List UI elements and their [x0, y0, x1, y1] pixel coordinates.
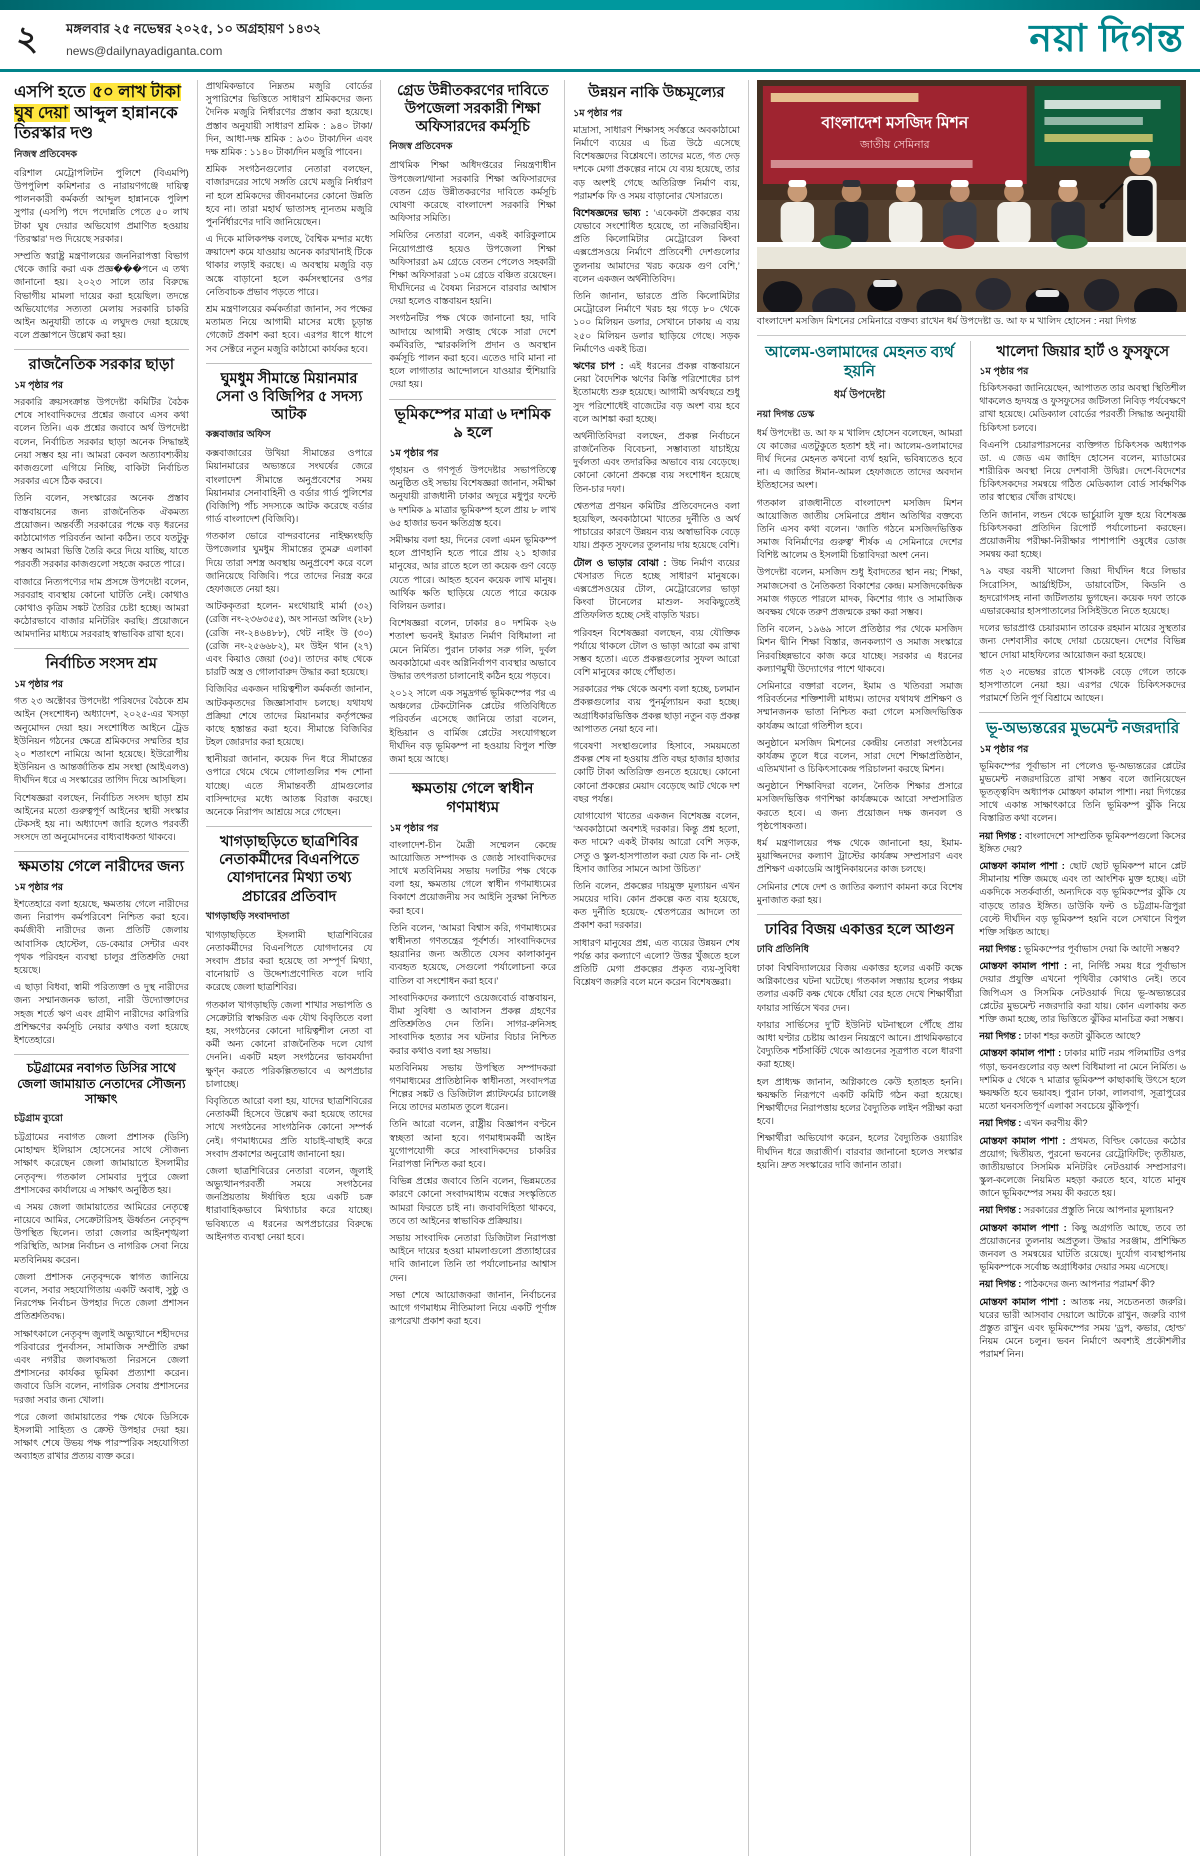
speaker-label: নয়া দিগন্ত :	[979, 944, 1024, 955]
paragraph: উপদেষ্টা বলেন, মসজিদ শুধু ইবাদতের স্থান নয়; শিক্ষা, সমাজসেবা ও নৈতিকতা বিকাশের কেন্দ্র। মসজিদকেন্দ্রিক সমাজ গড়তে পারলে মাদক, কিশোর গ্যাং ও সামাজিক অবক্ষয় থেকে তরুণ প্রজন্মকে রক্ষা করা সম্ভব।	[756, 567, 963, 617]
paragraph: নয়া দিগন্ত : এখন করণীয় কী?	[979, 1118, 1088, 1129]
article-separator	[14, 1054, 189, 1055]
headline	[14, 82, 189, 144]
seminar-photo	[757, 80, 1186, 312]
paragraph: ঢাকা বিশ্ববিদ্যালয়ের বিজয় একাত্তর হলের একটি কক্ষে অগ্নিকাণ্ডের ঘটনা ঘটেছে। গতকাল সন্ধ্যায় হলের পঞ্চম তলার একটি কক্ষ থেকে ধোঁয়া বের হতে দেখে শিক্ষার্থীরা ফায়ার সার্ভিসে খবর দেন।	[756, 963, 963, 1013]
paragraph: সম্প্রতি স্বরাষ্ট্র মন্ত্রণালয়ের জননিরাপত্তা বিভাগ থেকে জারি করা এক প্রজ্ঞ���পনে এ তথ্য জানানো হয়। ২০২৩ সালে তার বিরুদ্ধে বিভাগীয় মামলা দায়ের করা হয়েছিল। তদন্তে অভিযোগের সত্যতা মেলায় সরকারি চাকরি আইন অনুযায়ী তাকে এ লঘুদণ্ড দেয়া হয়েছে বলে প্রজ্ঞাপনে উল্লেখ করা হয়।	[14, 251, 189, 341]
paragraph: বিভিন্ন প্রশ্নের জবাবে তিনি বলেন, ভিন্নমতের কারণে কোনো সংবাদমাধ্যম বন্ধের সংস্কৃতিতে আমরা ফিরতে চাই না। জবাবদিহিতা থাকবে, তবে তা আইনের স্বাভাবিক প্রক্রিয়ায়।	[389, 1176, 557, 1226]
article-ctg-dc-meeting	[14, 1061, 189, 1463]
article-separator	[757, 914, 963, 915]
headline-text: ভূ-অভ্যন্তরের মুভমেন্ট নজরদারি	[986, 720, 1180, 738]
right-column-a	[757, 341, 972, 1856]
headline	[14, 655, 189, 674]
paragraph: গবেষণা সংস্থাগুলোর হিসাবে, সময়মতো প্রকল্প শেষ না হওয়ায় প্রতি বছর হাজার হাজার কোটি টাকা অতিরিক্ত গুনতে হয়েছে। কোনো কোনো প্রকল্পের মেয়াদ বেড়েছে আট থেকে দশ বছর পর্যন্ত।	[573, 741, 740, 804]
paragraph: মোস্তফা কামাল পাশা : আতঙ্ক নয়, সচেতনতা জরুরি। ঘরের ভারী আসবাব দেয়ালে আটকে রাখুন, জরুরি ব্যাগ প্রস্তুত রাখুন এবং ভূমিকম্পের সময় ‘ড্রপ, কভার, হোল্ড’ নিয়ম মেনে চলুন। ভবন নির্মাণে অবশ্যই প্রকৌশলীর পরামর্শ নিন।	[979, 1296, 1186, 1360]
paragraph: এ সময় জেলা জামায়াতের আমিরের নেতৃত্বে নায়েবে আমির, সেক্রেটারিসহ ঊর্ধ্বতন নেতৃবৃন্দ উপস্থিত ছিলেন। তারা জেলার আইনশৃঙ্খলা পরিস্থিতি, আসন্ন নির্বাচন ও নাগরিক সেবা নিয়ে মতবিনিময় করেন।	[14, 1201, 189, 1265]
paragraph: ভূমিকম্পের পূর্বাভাস না পেলেও ভূ-অভ্যন্তরের প্লেটের মুভমেন্ট নজরদারিতে রাখা সম্ভব বলে জানিয়েছেন ভূতত্ত্ববিদ অধ্যাপক মোস্তফা কামাল পাশা। নয়া দিগন্তের সাথে একান্ত সাক্ষাৎকারে তিনি ভূমিকম্প ঝুঁকি নিয়ে বিস্তারিত কথা বলেন।	[979, 760, 1186, 824]
headline	[573, 84, 740, 103]
headline	[14, 1061, 189, 1108]
article-sp-bribe	[14, 82, 189, 342]
paragraph: মোস্তফা কামাল পাশা : প্রথমত, বিল্ডিং কোডের কঠোর প্রয়োগ; দ্বিতীয়ত, পুরনো ভবনের রেট্রোফিটিং; তৃতীয়ত, জাতীয়ভাবে সিসমিক মনিটরিং নেটওয়ার্ক সম্প্রসারণ। স্কুল-কলেজে নিয়মিত মহড়া করতে হবে, যাতে মানুষ জানে ভূমিকম্পের সময় কী করতে হয়।	[979, 1135, 1186, 1199]
headline	[206, 833, 373, 906]
headline	[979, 343, 1186, 361]
paragraph: সভায় সাংবাদিক নেতারা ডিজিটাল নিরাপত্তা আইনে দায়ের হওয়া মামলাগুলো প্রত্যাহারের দাবি জানালে তিনি তা পর্যালোচনার আশ্বাস দেন।	[389, 1232, 557, 1283]
paragraph: ধর্ম মন্ত্রণালয়ের পক্ষ থেকে জানানো হয়, ইমাম-মুয়াজ্জিনদের কল্যাণ ট্রাস্টের কার্যক্রম সম্প্রসারণ এবং প্রশিক্ষণ একাডেমি আধুনিকায়নের কাজ চলছে।	[756, 838, 963, 875]
paragraph: মাদ্রাসা, সাধারণ শিক্ষাসহ সর্বস্তরে অবকাঠামো নির্মাণে ব্যয়ের এ চিত্র উঠে এসেছে বিশেষজ্ঞদের বিশ্লেষণে। তাদের মতে, গত দেড় দশকে মেগা প্রকল্পের নামে যে ব্যয় হয়েছে, তার বড় অংশই গেছে অতিরিক্ত নির্মাণ ব্যয়, পরামর্শক ফি ও সময় বাড়ানোর খেসারতে।	[573, 124, 740, 201]
paragraph: তিনি বলেন, সংস্কারের অনেক প্রস্তাব বাস্তবায়নের জন্য রাজনৈতিক ঐকমত্য প্রয়োজন। অন্তর্বর্তী সরকারের পক্ষে বড় ধরনের কাঠামোগত পরিবর্তন আনা কঠিন। তবে যতটুকু সম্ভব আমরা ভিত্তি তৈরি করে দিয়ে যাচ্ছি, যাতে পরবর্তী সরকার কাজগুলো সহজে করতে পারে।	[14, 493, 189, 570]
photo-block	[757, 80, 1186, 335]
column-3	[381, 80, 565, 1856]
headline-text: ৫০ লাখ টাকা ঘুষ দেয়া	[14, 83, 181, 122]
paragraph: সাধারণ মানুষের প্রশ্ন, এত ব্যয়ের উন্নয়ন শেষ পর্যন্ত কার কল্যাণে এলো? উত্তর খুঁজতে হলে প্রতিটি মেগা প্রকল্পের প্রকৃত ব্যয়-সুবিধা বিশ্লেষণ জরুরি বলে মনে করেন বিশেষজ্ঞরা।	[573, 937, 740, 988]
headline	[14, 356, 189, 375]
article-earthquake-magnitude	[389, 406, 556, 767]
speaker-label: মোস্তফা কামাল পাশা :	[979, 1048, 1065, 1059]
headline-text: ক্ষমতায় গেলে নারীদের জন্য	[18, 858, 184, 876]
paragraph: সরকারের পক্ষ থেকে অবশ্য বলা হচ্ছে, চলমান প্রকল্পগুলোর ব্যয় পুনর্মূল্যায়ন করা হচ্ছে। অগ্রাধিকারভিত্তিক প্রকল্প ছাড়া নতুন বড় প্রকল্প আপাতত নেয়া হবে না।	[573, 684, 740, 734]
article-alem-olama	[757, 343, 963, 907]
headline-text: আব্দুল হান্নানকে তিরস্কার দণ্ড	[14, 103, 178, 143]
article-wage-continuation	[206, 80, 373, 356]
byline: নিজস্ব প্রতিবেদক	[14, 148, 77, 160]
photo-banner-title: বাংলাদেশ মসজিদ মিশন	[821, 114, 969, 133]
paragraph: গতকাল ভোরে বান্দরবানের নাইক্ষ্যংছড়ি উপজেলার ঘুমধুম সীমান্তের তুমব্রু এলাকা দিয়ে তারা সশস্ত্র অবস্থায় অনুপ্রবেশ করে বলে জানিয়েছে বিজিবি। পরে তাদের নিরস্ত্র করে হেফাজতে নেয়া হয়।	[205, 531, 373, 594]
paragraph: সংগঠনটির পক্ষ থেকে জানানো হয়, দাবি আদায়ে আগামী সপ্তাহ থেকে সারা দেশে কর্মবিরতি, স্মারকলিপি প্রদান ও অবস্থান কর্মসূচি পালন করা হবে। এতেও দাবি মানা না হলে লাগাতার আন্দোলনে যাওয়ার হুঁশিয়ারি দেয়া হয়।	[389, 313, 557, 390]
speaker-label: মোস্তফা কামাল পাশা :	[979, 860, 1070, 871]
paragraph: ধর্ম উপদেষ্টা ড. আ ফ ম খালিদ হোসেন বলেছেন, আমরা যে কাজের এতটুকুতে হতাশ হই না। আলেম-ওলামাদের দীর্ঘ দিনের মেহনত কখনো ব্যর্থ হয়নি, ভবিষ্যতেও হবে না। এ জাতির ঈমান-আমল হেফাজতে তাদের অবদান ইতিহাসের অংশ।	[756, 427, 963, 491]
continued-from-marker: ১ম পৃষ্ঠার পর	[14, 679, 64, 691]
article-separator	[14, 349, 189, 350]
paragraph: পরিবহন বিশেষজ্ঞরা বলছেন, ব্যয় যৌক্তিক পর্যায়ে থাকলে টোল ও ভাড়া আরো কম রাখা সম্ভব হতো। এতে প্রকল্পগুলোর সুফল আরো বেশি মানুষের কাছে পৌঁছাত।	[573, 627, 740, 678]
headline	[389, 780, 556, 818]
byline: কক্সবাজার অফিস	[205, 429, 271, 441]
paragraph: গতকাল খাগড়াছড়ি জেলা শাখার সভাপতি ও সেক্রেটারি স্বাক্ষরিত এক যৌথ বিবৃতিতে বলা হয়, সংগঠনের কোনো দায়িত্বশীল নেতা বা কর্মী অন্য কোনো রাজনৈতিক দলে যোগ দেননি। একটি মহল সংগঠনের ভাবমর্যাদা ক্ষুণ্ন করতে পরিকল্পিতভাবে এ অপপ্রচার চালাচ্ছে।	[205, 999, 373, 1089]
paragraph: সমীক্ষায় বলা হয়, দিনের বেলা এমন ভূমিকম্প হলে প্রাণহানি হতে পারে প্রায় ২১ হাজার মানুষের, আর রাতে হলে তা কয়েক গুণ বেড়ে যেতে পারে। আহত হবেন কয়েক লাখ মানুষ। আর্থিক ক্ষতি ছাড়িয়ে যেতে পারে কয়েক বিলিয়ন ডলার।	[389, 535, 557, 611]
paragraph: বিশেষজ্ঞদের ভাষ্য : ‘একেকটা প্রকল্পের ব্যয় যেভাবে সংশোধিত হয়েছে, তা নজিরবিহীন। প্রতি কিলোমিটার মেট্রোরেল কিংবা এক্সপ্রেসওয়ে নির্মাণে প্রতিবেশী দেশগুলোর তুলনায় আমাদের খরচ কয়েক গুণ বেশি,’ বলেন একজন অর্থনীতিবিদ।	[573, 207, 740, 284]
column-4	[565, 80, 749, 1856]
headline-subtitle: ধর্ম উপদেষ্টা	[833, 388, 886, 401]
speaker-label: ঋণের চাপ :	[573, 360, 630, 371]
article-political-govt	[14, 356, 189, 641]
paragraph: হল প্রাধ্যক্ষ জানান, অগ্নিকাণ্ডে কেউ হতাহত হননি। ক্ষয়ক্ষতি নিরূপণে একটি কমিটি গঠন করা হয়েছে। শিক্ষার্থীদের নিরাপত্তায় হলের বৈদ্যুতিক লাইন পরীক্ষা করা হবে।	[756, 1076, 963, 1127]
article-ground-movement-interview	[979, 719, 1186, 1361]
paragraph: অর্থনীতিবিদরা বলছেন, প্রকল্প নির্বাচনে রাজনৈতিক বিবেচনা, সম্ভাব্যতা যাচাইয়ে দুর্বলতা এবং তদারকির অভাবে ব্যয় বেড়েছে। কোনো কোনো প্রকল্পে ব্যয় সংশোধন হয়েছে তিন-চার দফা।	[573, 430, 740, 494]
paragraph: মতবিনিময় সভায় উপস্থিত সম্পাদকরা গণমাধ্যমের প্রাতিষ্ঠানিক স্বাধীনতা, সংবাদপত্র শিল্পের সঙ্কট ও ডিজিটাল প্ল্যাটফর্মের চ্যালেঞ্জ নিয়ে তাদের মতামত তুলে ধরেন।	[389, 1062, 557, 1113]
headline-text: উন্নয়ন নাকি উচ্চমূল্যের	[588, 84, 725, 101]
paragraph: গৃহায়ন ও গণপূর্ত উপদেষ্টার সভাপতিত্বে অনুষ্ঠিত ওই সভায় বিশেষজ্ঞরা জানান, সমীক্ষা অনুযায়ী রাজধানী ঢাকার অদূরে মধুপুর ফল্টে ৬ দশমিক ৯ মাত্রার ভূমিকম্প হলে প্রায় ৮ লাখ ৬৫ হাজার ভবন ক্ষতিগ্রস্ত হবে।	[389, 465, 557, 528]
byline: নিজস্ব প্রতিবেদক	[389, 141, 453, 153]
paragraph: সাংবাদিকদের কল্যাণে ওয়েজবোর্ড বাস্তবায়ন, বীমা সুবিধা ও আবাসন প্রকল্প গ্রহণের প্রতিশ্রুতিও দেন তিনি। সাগর-রুনিসহ সাংবাদিক হত্যার সব ঘটনার বিচার নিশ্চিত করার কথাও বলা হয় সভায়।	[389, 992, 557, 1056]
article-separator	[14, 648, 189, 649]
paragraph: ঋণের চাপ : এই ধরনের প্রকল্প বাস্তবায়নে নেয়া বৈদেশিক ঋণের কিস্তি পরিশোধের চাপ ইতোমধ্যে শুরু হয়েছে। আগামী অর্থবছরে শুধু সুদ পরিশোধেই বাজেটের বড় অংশ ব্যয় হবে বলে আশঙ্কা করা হচ্ছে।	[573, 360, 740, 424]
speaker-label: মোস্তফা কামাল পাশা :	[979, 961, 1073, 972]
speaker-label: নয়া দিগন্ত :	[979, 1031, 1024, 1042]
headline-text: চট্টগ্রামের নবাগত ডিসির সাথে জেলা জামায়াত নেতাদের সৌজন্য সাক্ষাৎ	[17, 1061, 186, 1107]
paragraph: ফায়ার সার্ভিসের দু'টি ইউনিট ঘটনাস্থলে পৌঁছে প্রায় আধা ঘণ্টার চেষ্টায় আগুন নিয়ন্ত্রণে আনে। প্রাথমিকভাবে বৈদ্যুতিক শর্টসার্কিট থেকে আগুনের সূত্রপাত বলে ধারণা করা হচ্ছে।	[756, 1019, 963, 1070]
article-separator	[206, 363, 373, 364]
photo-caption: বাংলাদেশ মসজিদ মিশনের সেমিনারে বক্তব্য রাখেন ধর্ম উপদেষ্টা ড. আ ফ ম খালিদ হোসেন : নয়া দিগন্ত	[756, 316, 1137, 327]
paragraph: ইশতেহারে বলা হয়েছে, ক্ষমতায় গেলে নারীদের জন্য নিরাপদ কর্মপরিবেশ নিশ্চিত করা হবে। কর্মজীবী নারীদের জন্য প্রতিটি জেলায় আবাসিক হোস্টেল, ডে-কেয়ার সেন্টার এবং পৃথক পরিবহন ব্যবস্থা চালুর প্রতিশ্রুতি দেয়া হয়েছে।	[14, 899, 189, 975]
right-region	[749, 80, 1186, 1856]
headline	[757, 343, 963, 382]
paragraph: তিনি আরো বলেন, রাষ্ট্রীয় বিজ্ঞাপন বণ্টনে স্বচ্ছতা আনা হবে। গণমাধ্যমকর্মী আইন যুগোপযোগী করে সাংবাদিকদের চাকরির নিরাপত্তা নিশ্চিত করা হবে।	[389, 1119, 557, 1169]
article-du-hall-fire	[757, 921, 963, 1172]
headline	[206, 370, 373, 424]
byline: চট্টগ্রাম ব্যুরো	[14, 1112, 63, 1124]
speaker-label: নয়া দিগন্ত :	[979, 1279, 1024, 1290]
continued-from-marker: ১ম পৃষ্ঠার পর	[389, 448, 439, 460]
paragraph: তিনি বলেন, ১৯৬৯ সালে প্রতিষ্ঠার পর থেকে মসজিদ মিশন দ্বীনি শিক্ষা বিস্তার, জনকল্যাণ ও সমাজ সংস্কারে নিরবচ্ছিন্নভাবে কাজ করে যাচ্ছে। সরকার এ ধরনের কল্যাণমুখী উদ্যোগের পাশে থাকবে।	[756, 624, 963, 674]
article-separator	[206, 826, 373, 827]
page-body	[0, 72, 1200, 1868]
headline-text: রাজনৈতিক সরকার ছাড়া	[28, 356, 175, 374]
headline-text: ঘুমধুম সীমান্তে মিয়ানমার সেনা ও বিজিপির ৫ সদস্য আটক	[215, 370, 363, 423]
article-ghumdhum-detained	[206, 370, 373, 819]
paragraph: তিনি জানান, ভারতে প্রতি কিলোমিটার মেট্রোরেল নির্মাণে খরচ হয় গড়ে ৮০ থেকে ১০০ মিলিয়ন ডলার, সেখানে ঢাকায় এ ব্যয় ২৫০ মিলিয়ন ডলার ছাড়িয়ে গেছে। সড়ক নির্মাণেও একই চিত্র।	[573, 291, 740, 354]
paragraph: মোস্তফা কামাল পাশা : কিছু অগ্রগতি আছে, তবে তা প্রয়োজনের তুলনায় অপ্রতুল। উদ্ধার সরঞ্জাম, প্রশিক্ষিত জনবল ও সমন্বয়ের ঘাটতি রয়েছে। দুর্যোগ ব্যবস্থাপনায় ভূমিকম্পকে সর্বোচ্চ অগ্রাধিকার দেয়ার সময় এসেছে।	[979, 1222, 1186, 1273]
paragraph: চট্টগ্রামের নবাগত জেলা প্রশাসক (ডিসি) মোহাম্মদ ইলিয়াস হোসেনের সাথে সৌজন্য সাক্ষাৎ করেছেন জেলা জামায়াতে ইসলামীর নেতৃবৃন্দ। গতকাল সোমবার দুপুরে জেলা প্রশাসকের কার্যালয়ে এ সাক্ষাৎ অনুষ্ঠিত হয়।	[14, 1131, 189, 1195]
paragraph: বরিশাল মেট্রোপলিটন পুলিশে (বিএমপি) উপপুলিশ কমিশনার ও নারায়ণগঞ্জে দায়িত্ব পালনকারী কর্মকর্তা আব্দুল হান্নানকে পুলিশ সুপার (এসপি) পদে পদোন্নতি পেতে ৫০ লাখ টাকা ঘুষ দেয়ার অভিযোগ প্রমাণিত হওয়ায় ‘তিরস্কার’ দণ্ড দিয়েছে সরকার।	[14, 167, 189, 244]
paragraph: তিনি বলেন, প্রকল্পের দায়মুক্ত মূল্যায়ন এখন সময়ের দাবি। কোন প্রকল্পে কত ব্যয় হয়েছে, কত দুর্নীতি হয়েছে- শ্বেতপত্রের আদলে তা প্রকাশ করা দরকার।	[573, 880, 740, 931]
headline	[757, 921, 963, 939]
paragraph: এ ছাড়া বিধবা, স্বামী পরিত্যক্তা ও দুস্থ নারীদের জন্য সম্মানজনক ভাতা, নারী উদ্যোক্তাদের সহজ শর্তে ঋণ এবং গ্রামীণ নারীদের কারিগরি প্রশিক্ষণের কর্মসূচি নেয়ার কথাও বলা হয়েছে ইশতেহারে।	[14, 982, 189, 1045]
paragraph: খাগড়াছড়িতে ইসলামী ছাত্রশিবিরের নেতাকর্মীদের বিএনপিতে যোগদানের যে সংবাদ প্রচার করা হয়েছে তা সম্পূর্ণ মিথ্যা, বানোয়াট ও উদ্দেশ্যপ্রণোদিত বলে দাবি করেছে জেলা ছাত্রশিবির।	[205, 929, 373, 993]
paragraph: বিশেষজ্ঞরা বলেন, ঢাকার ৪০ দশমিক ২৬ শতাংশ ভবনই ইমারত নির্মাণ বিধিমালা না মেনে নির্মিত। পুরান ঢাকার সরু গলি, দুর্বল অবকাঠামো এবং অগ্নিনির্বাপণ ব্যবস্থার অভাবে উদ্ধার তৎপরতা চালানোই কঠিন হয়ে পড়বে।	[389, 618, 557, 681]
paragraph: তিনি বলেন, ‘আমরা বিশ্বাস করি, গণমাধ্যমের স্বাধীনতা গণতন্ত্রের পূর্বশর্ত। সাংবাদিকদের হয়রানির জন্য অতীতে যেসব কালাকানুন ব্যবহৃত হয়েছে, সেগুলো পর্যালোচনা করে বাতিল বা সংশোধন করা হবে।’	[389, 922, 557, 986]
article-separator	[389, 399, 556, 400]
headline	[389, 406, 556, 444]
headline-text: খালেদা জিয়ার হার্ট ও ফুসফুসে	[996, 343, 1170, 360]
article-khagrachari-protest	[206, 833, 373, 1244]
headline-text: খাগড়াছড়িতে ছাত্রশিবির নেতাকর্মীদের বিএনপিতে যোগদানের মিথ্যা তথ্য প্রচারের প্রতিবাদ	[219, 834, 360, 905]
paragraph: বাংলাদেশ-চীন মৈত্রী সম্মেলন কেন্দ্রে আয়োজিত সম্পাদক ও জ্যেষ্ঠ সাংবাদিকদের সাথে মতবিনিময় সভায় দলটির পক্ষ থেকে বলা হয়, ক্ষমতায় গেলে স্বাধীন গণমাধ্যমের বিকাশে প্রয়োজনীয় সব আইনি সুরক্ষা নিশ্চিত করা হবে।	[389, 839, 557, 916]
paragraph: সরকারি ক্রয়সংক্রান্ত উপদেষ্টা কমিটির বৈঠক শেষে সাংবাদিকদের প্রশ্নের জবাবে এসব কথা বলেন তিনি। এক প্রশ্নের জবাবে অর্থ উপদেষ্টা বলেন, নির্বাচিত সরকার ছাড়া অনেক সিদ্ধান্তই নেয়া সম্ভব হয় না। আমরা কেবল অত্যাবশ্যকীয় কাজগুলো এগিয়ে নিচ্ছি, বাকিটা নির্বাচিত সরকার এসে ঠিক করবে।	[14, 397, 189, 487]
paragraph: জেলা প্রশাসক নেতৃবৃন্দকে স্বাগত জানিয়ে বলেন, সবার সহযোগিতায় একটি অবাধ, সুষ্ঠু ও নিরপেক্ষ নির্বাচন উপহার দিতে জেলা প্রশাসন প্রতিশ্রুতিবদ্ধ।	[14, 1271, 189, 1322]
paragraph: এ দিকে মালিকপক্ষ বলছে, বৈশ্বিক মন্দার মধ্যে ক্রয়াদেশ কমে যাওয়ায় অনেক কারখানাই টিকে থাকার লড়াই করছে। এ অবস্থায় মজুরি বড় অঙ্কে বাড়ানো হলে কর্মসংস্থানের ওপর নেতিবাচক প্রভাব পড়তে পারে।	[205, 234, 373, 297]
date-block	[66, 20, 321, 58]
headline	[979, 719, 1186, 738]
right-subcolumns	[757, 335, 1186, 1856]
paragraph: সেমিনারে বক্তারা বলেন, ইমাম ও খতিবরা সমাজ পরিবর্তনের শক্তিশালী মাধ্যম। তাদের যথাযথ প্রশিক্ষণ ও সম্মানজনক ভাতা নিশ্চিত করা গেলে মসজিদভিত্তিক কার্যক্রম আরো গতিশীল হবে।	[756, 680, 963, 731]
paragraph: ২০১২ সালে এক সমুদ্রগর্ভ ভূমিকম্পের পর এ অঞ্চলের টেকটোনিক প্লেটের গতিবিধিতে পরিবর্তন এসেছে জানিয়ে তারা বলেন, ইন্ডিয়ান ও বার্মিজ প্লেটের সংযোগস্থলে দীর্ঘদিন বড় ভূমিকম্প না হওয়ায় বিপুল শক্তি জমা হয়ে আছে।	[389, 688, 557, 764]
paragraph: নয়া দিগন্ত : ঢাকা শহর কতটা ঝুঁকিতে আছে?	[979, 1031, 1141, 1042]
speaker-label: মোস্তফা কামাল পাশা :	[979, 1296, 1071, 1307]
speaker-label: বিশেষজ্ঞদের ভাষ্য :	[573, 207, 654, 218]
paragraph: নয়া দিগন্ত : সরকারের প্রস্তুতি নিয়ে আপনার মূল্যায়ন?	[979, 1205, 1174, 1216]
paragraph: বিবৃতিতে আরো বলা হয়, যাদের ছাত্রশিবিরের নেতাকর্মী হিসেবে উল্লেখ করা হয়েছে তাদের সাথে সংগঠনের সাংগঠনিক কোনো সম্পর্ক নেই। গণমাধ্যমের প্রতি যাচাই-বাছাই করে সংবাদ প্রকাশের অনুরোধ জানানো হয়।	[205, 1095, 373, 1159]
photo-banner-subtitle: জাতীয় সেমিনার	[859, 138, 930, 152]
paragraph: দলের ভারপ্রাপ্ত চেয়ারম্যান তারেক রহমান মায়ের সুস্থতার জন্য দেশবাসীর কাছে দোয়া চেয়েছেন। দেশের বিভিন্ন স্থানে দোয়া মাহফিলের আয়োজন করা হয়েছে।	[979, 623, 1186, 660]
headline	[389, 82, 556, 136]
paragraph: ৭৯ বছর বয়সী খালেদা জিয়া দীর্ঘদিন ধরে লিভার সিরোসিস, আর্থ্রাইটিস, ডায়াবেটিস, কিডনি ও হৃদরোগসহ নানা জটিলতায় ভুগছেন। কয়েক দফা তাকে এভারকেয়ার হাসপাতালের সিসিইউতে নিতে হয়েছে।	[979, 566, 1186, 616]
speaker-label: মোস্তফা কামাল পাশা :	[979, 1135, 1071, 1146]
headline-text: এসপি হতে	[14, 83, 91, 101]
continued-from-marker: ১ম পৃষ্ঠার পর	[573, 107, 623, 119]
byline: খাগড়াছড়ি সংবাদদাতা	[205, 910, 290, 922]
paragraph: নয়া দিগন্ত : ভূমিকম্পের পূর্বাভাস দেয়া কি আদৌ সম্ভব?	[979, 944, 1180, 955]
paragraph: কক্সবাজারের উখিয়া সীমান্তের ওপারে মিয়ানমারের অভ্যন্তরে সংঘর্ষের জেরে বাংলাদেশ সীমান্তে অনুপ্রবেশের সময় মিয়ানমার সেনাবাহিনী ও বর্ডার গার্ড পুলিশের (বিজিপি) পাঁচ সদস্যকে আটক করেছে বর্ডার গার্ড বাংলাদেশ (বিজিবি)।	[205, 448, 373, 525]
paragraph: শ্রমিক সংগঠনগুলোর নেতারা বলছেন, বাজারদরের সাথে সঙ্গতি রেখে মজুরি নির্ধারণ না হলে শ্রমিকদের জীবনমানের কোনো উন্নতি হবে না। তারা মহার্ঘ ভাতাসহ ন্যূনতম মজুরি পুনর্নির্ধারণের দাবি জানিয়েছেন।	[205, 164, 373, 227]
paragraph: শ্রম মন্ত্রণালয়ের কর্মকর্তারা জানান, সব পক্ষের মতামত নিয়ে আগামী মাসের মধ্যে চূড়ান্ত গেজেট প্রকাশ করা হবে। এরপর ধাপে ধাপে সব সেক্টরে নতুন মজুরি কাঠামো কার্যকর হবে।	[205, 304, 373, 354]
paragraph: গতকাল রাজধানীতে বাংলাদেশ মসজিদ মিশন আয়োজিত জাতীয় সেমিনারে প্রধান অতিথির বক্তব্যে তিনি এসব কথা বলেন। ‘জাতি গঠনে মসজিদভিত্তিক সমাজ বিনির্মাণের গুরুত্ব’ শীর্ষক এ সেমিনারে দেশের বিশিষ্ট আলেম ও ইসলামী চিন্তাবিদরা অংশ নেন।	[756, 497, 963, 561]
paragraph: গত ২৩ অক্টোবর উপদেষ্টা পরিষদের বৈঠকে শ্রম আইন (সংশোধন) অধ্যাদেশ, ২০২৫-এর খসড়া অনুমোদন দেয়া হয়। সংশোধিত আইনে ট্রেড ইউনিয়ন গঠনের ক্ষেত্রে শ্রমিকদের সম্মতির হার ২০ শতাংশে নামিয়ে আনা হয়েছে। ইউরোপীয় ইউনিয়ন ও আন্তর্জাতিক শ্রম সংস্থা (আইএলও) দীর্ঘদিন ধরে এ সংস্কারের তাগিদ দিয়ে আসছিল।	[14, 696, 189, 786]
article-separator	[14, 851, 189, 852]
article-separator	[389, 773, 556, 774]
continued-from-marker: ১ম পৃষ্ঠার পর	[979, 743, 1029, 755]
paragraph: টোল ও ভাড়ার বোঝা : উচ্চ নির্মাণ ব্যয়ের খেসারত দিতে হচ্ছে সাধারণ মানুষকে। এক্সপ্রেসওয়ের টোল, মেট্রোরেলের ভাড়া কিংবা টানেলের মাশুল- সবকিছুতেই প্রতিফলিত হচ্ছে সেই বাড়তি খরচ।	[573, 557, 740, 621]
paragraph: পরে জেলা জামায়াতের পক্ষ থেকে ডিসিকে ইসলামী সাহিত্য ও ক্রেস্ট উপহার দেয়া হয়। সাক্ষাৎ শেষে উভয় পক্ষ পারস্পরিক সহযোগিতা অব্যাহত রাখার প্রত্যয় ব্যক্ত করে।	[14, 1411, 189, 1462]
speaker-label: টোল ও ভাড়ার বোঝা :	[573, 557, 672, 568]
paragraph: মোস্তফা কামাল পাশা : ঢাকার মাটি নরম পলিমাটির ওপর গড়া, ভবনগুলোর বড় অংশ বিধিমালা না মেনে নির্মিত। ৬ দশমিক ৫ থেকে ৭ মাত্রার ভূমিকম্প কাছাকাছি উৎসে হলে ক্ষয়ক্ষতি হবে ভয়াবহ। পুরান ঢাকা, লালবাগ, সূত্রাপুরের মতো ঘনবসতিপূর্ণ এলাকা সবচেয়ে ঝুঁকিপূর্ণ।	[979, 1048, 1186, 1112]
article-parliament-labour	[14, 655, 189, 844]
speaker-label: মোস্তফা কামাল পাশা :	[979, 1222, 1072, 1233]
article-development-or-high-cost	[573, 84, 740, 989]
paragraph: অনুষ্ঠানে শিক্ষাবিদরা বলেন, নৈতিক শিক্ষার প্রসারে মসজিদভিত্তিক গণশিক্ষা কার্যক্রমকে আরো সম্প্রসারিত করতে হবে। এ জন্য প্রয়োজন দক্ষ জনবল ও পৃষ্ঠপোষকতা।	[756, 781, 963, 831]
headline	[14, 858, 189, 877]
headline-text: গ্রেড উন্নীতকরণের দাবিতে উপজেলা সরকারী শিক্ষা অফিসারদের কর্মসূচি	[396, 83, 549, 136]
paragraph: গত ২৩ নভেম্বর রাতে শ্বাসকষ্ট বেড়ে গেলে তাকে হাসপাতালে নেয়া হয়। এরপর থেকে চিকিৎসকদের পরামর্শে তিনি পূর্ণ বিশ্রামে আছেন।	[979, 666, 1186, 704]
headline-text: নির্বাচিত সংসদ শ্রম	[45, 655, 157, 673]
continued-from-marker: ১ম পৃষ্ঠার পর	[389, 822, 439, 834]
paragraph: যোগাযোগ খাতের একজন বিশেষজ্ঞ বলেন, ‘অবকাঠামো অবশ্যই দরকার। কিন্তু প্রশ্ন হলো, কত দামে? একই টাকায় আরো বেশি সড়ক, সেতু ও স্কুল-হাসপাতাল করা যেত কি না- সেই হিসাব জাতির সামনে আসা উচিত।’	[573, 810, 740, 874]
article-free-media	[389, 780, 556, 1328]
byline: নয়া দিগন্ত ডেস্ক	[756, 408, 815, 420]
paragraph: শিক্ষার্থীরা অভিযোগ করেন, হলের বৈদ্যুতিক ওয়্যারিং দীর্ঘদিন ধরে জরাজীর্ণ। বারবার জানানো হলেও সংস্কার হয়নি। দ্রুত সংস্কারের দাবি জানান তারা।	[756, 1133, 963, 1170]
headline-text: ভূমিকম্পের মাত্রা ৬ দশমিক ৯ হলে	[394, 405, 551, 442]
page-header	[0, 10, 1200, 72]
paragraph: নয়া দিগন্ত : বাংলাদেশে সাম্প্রতিক ভূমিকম্পগুলো কিসের ইঙ্গিত দেয়?	[979, 830, 1186, 854]
paragraph: স্থানীয়রা জানান, কয়েক দিন ধরে সীমান্তের ওপারে থেমে থেমে গোলাগুলির শব্দ শোনা যাচ্ছে। এতে সীমান্তবর্তী গ্রামগুলোর বাসিন্দাদের মধ্যে আতঙ্ক বিরাজ করছে। অনেকে নিরাপদ আশ্রয়ে সরে গেছেন।	[205, 754, 373, 817]
paragraph: নয়া দিগন্ত : পাঠকদের জন্য আপনার পরামর্শ কী?	[979, 1279, 1155, 1290]
speaker-label: নয়া দিগন্ত :	[979, 1205, 1024, 1216]
continued-from-marker: ১ম পৃষ্ঠার পর	[14, 380, 64, 392]
date-line: মঙ্গলবার ২৫ নভেম্বর ২০২৫, ১০ অগ্রহায়ণ ১৪৩২	[66, 20, 322, 36]
paragraph: বিএনপি চেয়ারপারসনের ব্যক্তিগত চিকিৎসক অধ্যাপক ডা. এ জেড এম জাহিদ হোসেন বলেন, ম্যাডামের শারীরিক অবস্থা নিয়ে দেশবাসী উদ্বিগ্ন। দেশে-বিদেশের চিকিৎসকদের সমন্বয়ে গঠিত মেডিক্যাল বোর্ড সার্বক্ষণিক তার স্বাস্থ্যের খোঁজ রাখছে।	[979, 439, 1186, 503]
top-accent-bar	[0, 0, 1200, 10]
paragraph: মোস্তফা কামাল পাশা : না, নির্দিষ্ট সময় ধরে পূর্বাভাস দেয়ার প্রযুক্তি এখনো পৃথিবীর কোথাও নেই। তবে জিপিএস ও সিসমিক নেটওয়ার্ক দিয়ে ভূ-অভ্যন্তরের প্লেটের মুভমেন্ট নজরদারি করা যায়। কোন এলাকায় কত শক্তি জমা হচ্ছে, তার ভিত্তিতে ঝুঁকির মানচিত্র করা সম্ভব।	[979, 961, 1186, 1024]
continued-from-marker: ১ম পৃষ্ঠার পর	[14, 882, 64, 893]
paragraph: প্রাথমিক শিক্ষা অধিদপ্তরের নিয়ন্ত্রণাধীন উপজেলা/থানা সরকারি শিক্ষা অফিসারদের বেতন গ্রেড উন্নীতকরণের দাবিতে কর্মসূচি ঘোষণা করেছে বাংলাদেশ সরকারি শিক্ষা অফিসার সমিতি।	[389, 160, 557, 224]
column-2	[198, 80, 382, 1856]
paragraph: সাক্ষাৎকালে নেতৃবৃন্দ জুলাই অভ্যুত্থানে শহীদদের পরিবারের পুনর্বাসন, সামাজিক সম্প্রীতি রক্ষা এবং নগরীর জলাবদ্ধতা নিরসনে জেলা প্রশাসনের কার্যকর ভূমিকা প্রত্যাশা করেন। জবাবে ডিসি বলেন, নাগরিক সেবায় প্রশাসনের দরজা সবার জন্য খোলা।	[14, 1328, 189, 1405]
contact-email: news@dailynayadiganta.com	[66, 43, 223, 58]
speaker-label: নয়া দিগন্ত :	[979, 1118, 1024, 1129]
page-number: ২	[16, 19, 39, 58]
paragraph: শ্বেতপত্র প্রণয়ন কমিটির প্রতিবেদনেও বলা হয়েছিল, অবকাঠামো খাতের দুর্নীতি ও অর্থ পাচারের কারণে উন্নয়ন ব্যয় অস্বাভাবিক বেড়ে যায়। প্রকৃত সুফলের তুলনায় দায় হয়েছে বেশি।	[573, 500, 740, 551]
speaker-label: নয়া দিগন্ত :	[979, 830, 1025, 841]
column-1	[14, 80, 198, 1856]
paragraph: জেলা ছাত্রশিবিরের নেতারা বলেন, জুলাই অভ্যুত্থানপরবর্তী সময়ে সংগঠনের জনপ্রিয়তায় ঈর্ষান্বিত হয়ে একটি চক্র ধারাবাহিকভাবে মিথ্যাচার করে যাচ্ছে। ভবিষ্যতে এ ধরনের অপপ্রচারের বিরুদ্ধে আইনগত ব্যবস্থা নেয়া হবে।	[205, 1165, 373, 1242]
paragraph: চিকিৎসকরা জানিয়েছেন, আপাতত তার অবস্থা স্থিতিশীল থাকলেও হৃদযন্ত্র ও ফুসফুসের জটিলতা নিবিড় পর্যবেক্ষণে রাখা হয়েছে। মেডিক্যাল বোর্ডের পরবর্তী সিদ্ধান্ত অনুযায়ী চিকিৎসা চলবে।	[979, 382, 1186, 433]
paragraph: সেমিনার শেষে দেশ ও জাতির কল্যাণ কামনা করে বিশেষ মুনাজাত করা হয়।	[756, 881, 963, 905]
right-column-b	[971, 341, 1186, 1856]
byline: ঢাবি প্রতিনিধি	[756, 944, 809, 956]
newspaper-logo: নয়া দিগন্ত	[1029, 17, 1184, 60]
article-khaleda-health	[979, 343, 1186, 705]
paragraph: বিজিবির একজন দায়িত্বশীল কর্মকর্তা জানান, আটককৃতদের জিজ্ঞাসাবাদ চলছে। যথাযথ প্রক্রিয়া শেষে তাদের মিয়ানমার কর্তৃপক্ষের কাছে হস্তান্তর করা হবে। সীমান্তে বিজিবির টহল জোরদার করা হয়েছে।	[205, 684, 373, 748]
paragraph: অনুষ্ঠানে মসজিদ মিশনের কেন্দ্রীয় নেতারা সংগঠনের কার্যক্রম তুলে ধরে বলেন, সারা দেশে শিক্ষাপ্রতিষ্ঠান, এতিমখানা ও চিকিৎসাকেন্দ্র পরিচালনা করছে মিশন।	[756, 737, 963, 775]
article-women-manifesto	[14, 858, 189, 1047]
paragraph: প্রাথমিকভাবে নিম্নতম মজুরি বোর্ডের সুপারিশের ভিত্তিতে সাধারণ শ্রমিকদের জন্য দৈনিক মজুরি নির্ধারণের প্রস্তাব করা হয়েছে। প্রস্তাব অনুযায়ী সাধারণ শ্রমিক : ৯৪০ টাকা/দিন, আধা-দক্ষ শ্রমিক : ৯৩০ টাকা/দিন এবং দক্ষ শ্রমিক : ১১৪০ টাকা/দিন মজুরি পাবেন।	[205, 81, 373, 157]
continued-from-marker: ১ম পৃষ্ঠার পর	[979, 365, 1029, 377]
article-grade-upgrade	[389, 82, 556, 392]
paragraph: বাজারে নিত্যপণ্যের দাম প্রসঙ্গে উপদেষ্টা বলেন, সরবরাহ ব্যবস্থায় কোনো ঘাটতি নেই। কোথাও কোথাও কৃত্রিম সঙ্কট তৈরির চেষ্টা হচ্ছে। আমরা কঠোরভাবে বাজার মনিটরিং করছি। প্রয়োজনে আমদানির মাধ্যমে সরবরাহ স্বাভাবিক রাখা হবে।	[14, 576, 189, 640]
headline-text: আলেম-ওলামাদের মেহনত ব্যর্থ হয়নি	[765, 343, 954, 381]
article-separator	[979, 712, 1186, 713]
paragraph: সভা শেষে আয়োজকরা জানান, নির্বাচনের আগে গণমাধ্যম নীতিমালা নিয়ে একটি পূর্ণাঙ্গ রূপরেখা প্রকাশ করা হবে।	[389, 1289, 557, 1327]
paragraph: সমিতির নেতারা বলেন, একই কারিকুলামে নিয়োগপ্রাপ্ত হয়েও উপজেলা শিক্ষা অফিসাররা ৯ম গ্রেডে বেতন পেলেও সহকারী শিক্ষা অফিসাররা ১০ম গ্রেডে বঞ্চিত রয়েছেন। দীর্ঘদিনের এ বৈষম্য নিরসনে বারবার আশ্বাস দেয়া হলেও বাস্তবায়ন হয়নি।	[389, 230, 557, 307]
headline-text: ক্ষমতায় গেলে স্বাধীন গণমাধ্যম	[411, 780, 534, 816]
headline-text: ঢাবির বিজয় একাত্তর হলে আগুন	[765, 921, 954, 938]
paragraph: মোস্তফা কামাল পাশা : ছোট ছোট ভূমিকম্প মানে প্লেট সীমানায় শক্তি জমছে এবং তা আংশিক মুক্ত হচ্ছে। এটা একদিকে সতর্কবার্তা, অন্যদিকে বড় ভূমিকম্পের ঝুঁকি যে বাড়ছে তারও ইঙ্গিত। ডাউকি ফল্ট ও চট্টগ্রাম-ত্রিপুরা বেল্টে দীর্ঘদিন বড় ভূমিকম্প হয়নি বলে সেখানে বিপুল শক্তি সঞ্চিত আছে।	[979, 860, 1186, 937]
paragraph: আটককৃতরা হলেন- মংথোয়াই মার্মা (৩২) (রেজি নং-২৩৬৩৫৫), অং সানডা অলিং (২৮) (রেজি নং-২৪৬৪৮৮), থেট নাইং উ (৩০) (রেজি নং-২৫৬৬৮২), মং উইন থান (২৭) এবং কিয়াও জেয়া (৩৫)। তাদের কাছ থেকে চারটি অস্ত্র ও গোলাবারুদ উদ্ধার করা হয়েছে।	[205, 601, 373, 678]
paragraph: তিনি জানান, লন্ডন থেকে ভার্চুয়ালি যুক্ত হয়ে বিশেষজ্ঞ চিকিৎসকরা প্রতিদিন রিপোর্ট পর্যালোচনা করছেন। প্রয়োজনীয় পরীক্ষা-নিরীক্ষার পাশাপাশি ওষুধের ডোজ সমন্বয় করা হচ্ছে।	[979, 509, 1186, 560]
paragraph: বিশেষজ্ঞরা বলছেন, নির্বাচিত সংসদ ছাড়া শ্রম আইনের মতো গুরুত্বপূর্ণ আইনের স্থায়ী সংস্কার টেকসই হয় না। অধ্যাদেশ জারি হলেও পরবর্তী সংসদে তা অনুমোদনের বাধ্যবাধকতা থাকবে।	[14, 792, 189, 843]
